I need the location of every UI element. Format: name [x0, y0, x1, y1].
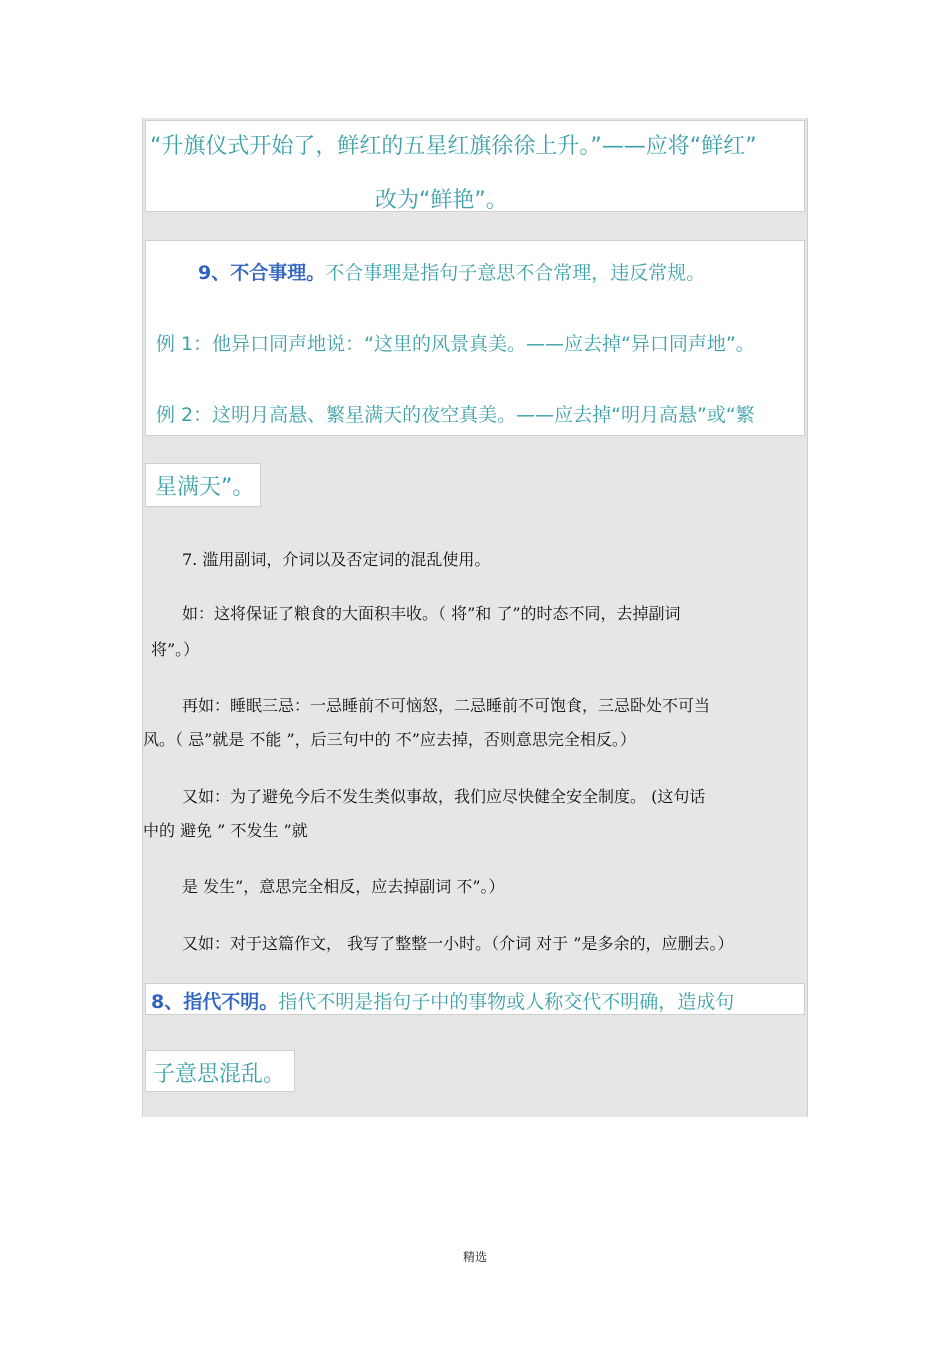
section-7-p4: 又如：对于这篇作文， 我写了整整一小时。（介词 对于 ”是多余的，应删去。） — [182, 934, 734, 953]
rule-8-box — [145, 983, 805, 1015]
page-footer: 精选 — [462, 1250, 487, 1264]
section-7-p3c: 是 发生”，意思完全相反，应去掉副词 不”。） — [182, 877, 505, 896]
quote-line-1: “升旗仪式开始了，鲜红的五星红旗徐徐上升。”——应将“鲜红” — [150, 134, 757, 159]
rule-8-heading — [151, 987, 734, 1014]
rule-9-example-2: 例 2：这明月高悬、繁星满天的夜空真美。——应去掉“明月高悬”或“繁 — [156, 404, 755, 426]
continuation-box-1 — [145, 463, 261, 507]
section-7-p3b: 中的 避免 ” 不发生 ”就 — [143, 821, 308, 840]
section-7-title: 7. 滥用副词，介词以及否定词的混乱使用。 — [182, 550, 491, 569]
rule-8-title: 8、指代不明。 — [151, 991, 279, 1013]
section-7-p2b: 风。（ 忌”就是 不能 ”，后三句中的 不”应去掉，否则意思完全相反。） — [143, 730, 636, 749]
section-7-p2a: 再如：睡眠三忌：一忌睡前不可恼怒，二忌睡前不可饱食，三忌卧处不可当 — [182, 696, 711, 715]
continuation-text-1: 星满天”。 — [155, 475, 255, 500]
content-frame — [142, 118, 808, 1117]
rule-9-heading — [198, 258, 705, 285]
continuation-text-2: 子意思混乱。 — [153, 1062, 286, 1087]
rule-8-description: 指代不明是指句子中的事物或人称交代不明确，造成句 — [278, 991, 735, 1013]
section-7-p3a: 又如：为了避免今后不发生类似事故，我们应尽快健全安全制度。 (这句话 — [182, 787, 706, 806]
section-7-p1a: 如：这将保证了粮食的大面积丰收。（ 将”和 了”的时态不同，去掉副词 — [182, 604, 681, 623]
continuation-box-2 — [145, 1050, 295, 1092]
quote-line-2: 改为“鲜艳”。 — [375, 188, 508, 213]
rule-9-example-1: 例 1：他异口同声地说：“这里的风景真美。——应去掉“异口同声地”。 — [156, 333, 755, 355]
rule-9-title: 9、不合事理。 — [198, 262, 326, 284]
rule-9-description: 不合事理是指句子意思不合常理，违反常规。 — [325, 262, 706, 284]
quote-box-1 — [145, 120, 805, 212]
rule-9-box — [145, 240, 805, 436]
section-7-p1b: 将”。） — [151, 640, 200, 659]
